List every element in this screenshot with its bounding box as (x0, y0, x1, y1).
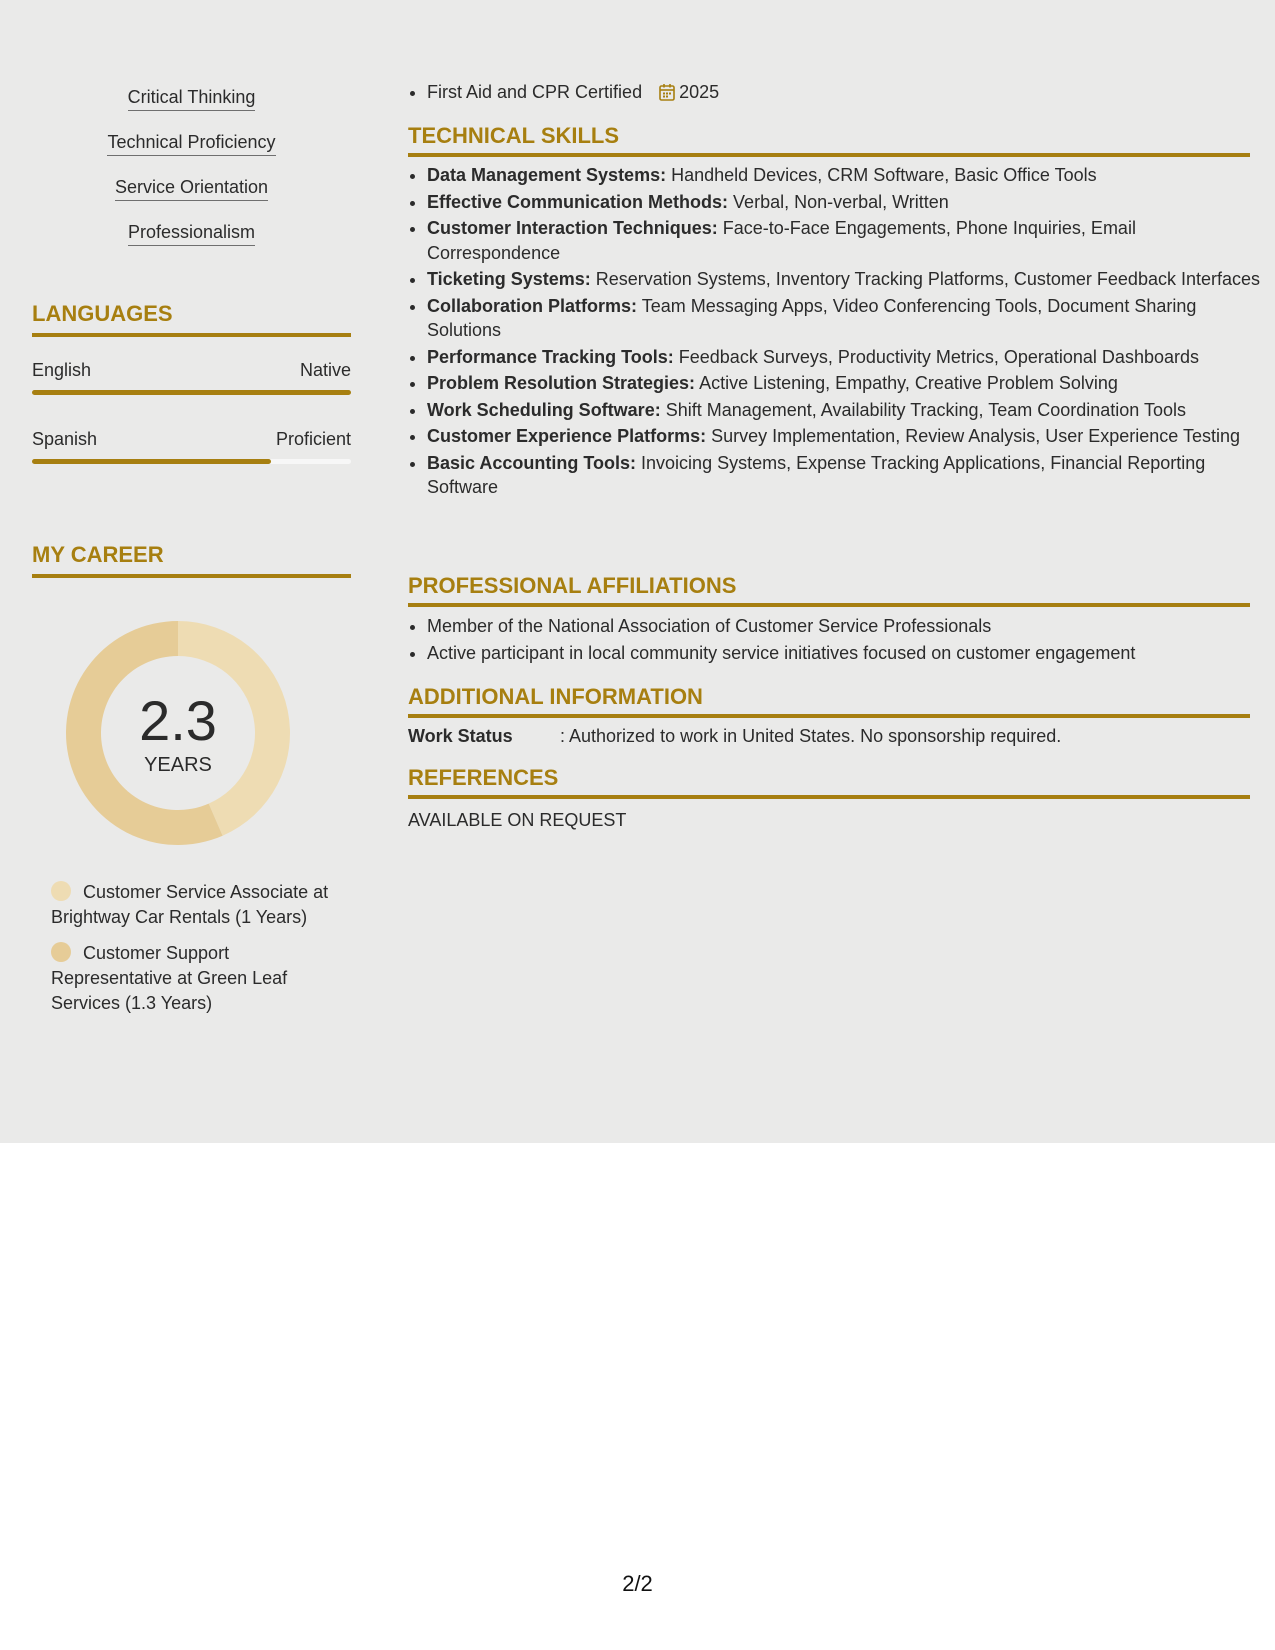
languages-heading: LANGUAGES (32, 301, 351, 337)
language-bar-fill (32, 459, 271, 464)
references-heading: REFERENCES (408, 765, 1250, 799)
technical-skill-item (427, 163, 1269, 188)
language-english (32, 359, 351, 395)
technical-skill-item (427, 424, 1269, 449)
affiliation-item: • Member of the National Association of Customer Service Professionals (427, 614, 1269, 639)
skill-label: Technical Proficiency (107, 131, 275, 156)
skill-category: Performance Tracking Tools: (427, 346, 674, 367)
legend-label: Customer Support Representative at Green Leaf Services (1.3 Years) (51, 943, 288, 1013)
skill-values: Face-to-Face Engagements, Phone Inquiries, Email Correspondence (427, 218, 1136, 263)
affiliations-heading: PROFESSIONAL AFFILIATIONS (408, 573, 1250, 607)
skill-category: Customer Interaction Techniques: (427, 218, 718, 238)
work-status-label: Work Status (408, 726, 513, 746)
career-legend (51, 880, 336, 1027)
skill-category: Basic Accounting Tools: (427, 452, 637, 473)
legend-item (51, 941, 336, 1016)
skill-values: Shift Management, Availability Tracking, Team Coordination Tools (665, 399, 1187, 420)
technical-skill-item (427, 451, 1269, 500)
skill-values: Invoicing Systems, Expense Tracking Applications, Financial Reporting Software (427, 452, 1206, 497)
certification-year: 2025 (679, 82, 720, 102)
language-bar-fill (32, 390, 351, 395)
skill-values: Survey Implementation, Review Analysis, User Experience Testing (711, 426, 1241, 446)
additional-info-heading: ADDITIONAL INFORMATION (408, 684, 1250, 718)
legend-item (51, 880, 336, 930)
technical-skills-list (408, 163, 1269, 502)
language-bar (32, 390, 351, 395)
affiliation-item: • Active participant in local community service initiatives focused on customer engagement (427, 641, 1269, 666)
career-heading: MY CAREER (32, 542, 351, 578)
career-donut-chart (66, 621, 290, 845)
skill-item (32, 176, 351, 221)
skill-values: Team Messaging Apps, Video Conferencing Tools, Document Sharing Solutions (427, 295, 1197, 340)
legend-dot (51, 881, 71, 901)
skill-label: Critical Thinking (128, 86, 256, 111)
skill-item (32, 221, 351, 266)
language-spanish (32, 428, 351, 464)
skill-values: Feedback Surveys, Productivity Metrics, Operational Dashboards (678, 346, 1199, 367)
legend-label: Customer Service Associate at Brightway Car Rentals (1 Years) (51, 882, 329, 927)
work-status-row (408, 724, 1250, 748)
language-bar (32, 459, 351, 464)
technical-skill-item (427, 371, 1269, 396)
skill-category: Work Scheduling Software: (427, 399, 661, 420)
language-level: Proficient (275, 429, 351, 449)
language-name: English (32, 360, 92, 380)
references-text: AVAILABLE ON REQUEST (408, 810, 627, 830)
skill-item (32, 86, 351, 131)
language-level: Native (299, 360, 351, 380)
skill-item (32, 131, 351, 176)
technical-skill-item (427, 190, 1269, 215)
affiliations-list (408, 614, 1269, 667)
calendar-icon (659, 83, 675, 101)
technical-skill-item (427, 216, 1269, 265)
skill-category: Data Management Systems: (427, 165, 667, 185)
skill-category: Effective Communication Methods: (427, 191, 729, 212)
career-total-years: 2.3 (139, 689, 217, 752)
language-name: Spanish (32, 429, 98, 449)
skill-values: Verbal, Non-verbal, Written (733, 191, 949, 212)
skill-category: Customer Experience Platforms: (427, 426, 707, 446)
work-status-value: : Authorized to work in United States. No sponsorship required. (560, 726, 1062, 746)
skill-category: Collaboration Platforms: (427, 295, 638, 316)
technical-skill-item (427, 398, 1269, 423)
technical-skills-heading: TECHNICAL SKILLS (408, 123, 1250, 157)
career-years-unit: YEARS (144, 754, 212, 776)
technical-skill-item (427, 294, 1269, 343)
certification-item (427, 80, 1269, 105)
technical-skill-item (427, 267, 1269, 292)
legend-dot (51, 942, 71, 962)
page-number: 2/2 (622, 1571, 653, 1596)
skill-label: Service Orientation (115, 176, 268, 201)
skills-list (32, 86, 351, 266)
skill-label: Professionalism (128, 221, 255, 246)
certification-name: First Aid and CPR Certified (427, 82, 643, 102)
skill-category: Ticketing Systems: (427, 269, 591, 289)
certification-list (408, 80, 1269, 107)
skill-values: Handheld Devices, CRM Software, Basic Office Tools (671, 165, 1097, 185)
skill-category: Problem Resolution Strategies: (427, 373, 696, 393)
technical-skill-item (427, 345, 1269, 370)
skill-values: Reservation Systems, Inventory Tracking Platforms, Customer Feedback Interfaces (595, 269, 1261, 289)
skill-values: Active Listening, Empathy, Creative Problem Solving (699, 373, 1118, 393)
